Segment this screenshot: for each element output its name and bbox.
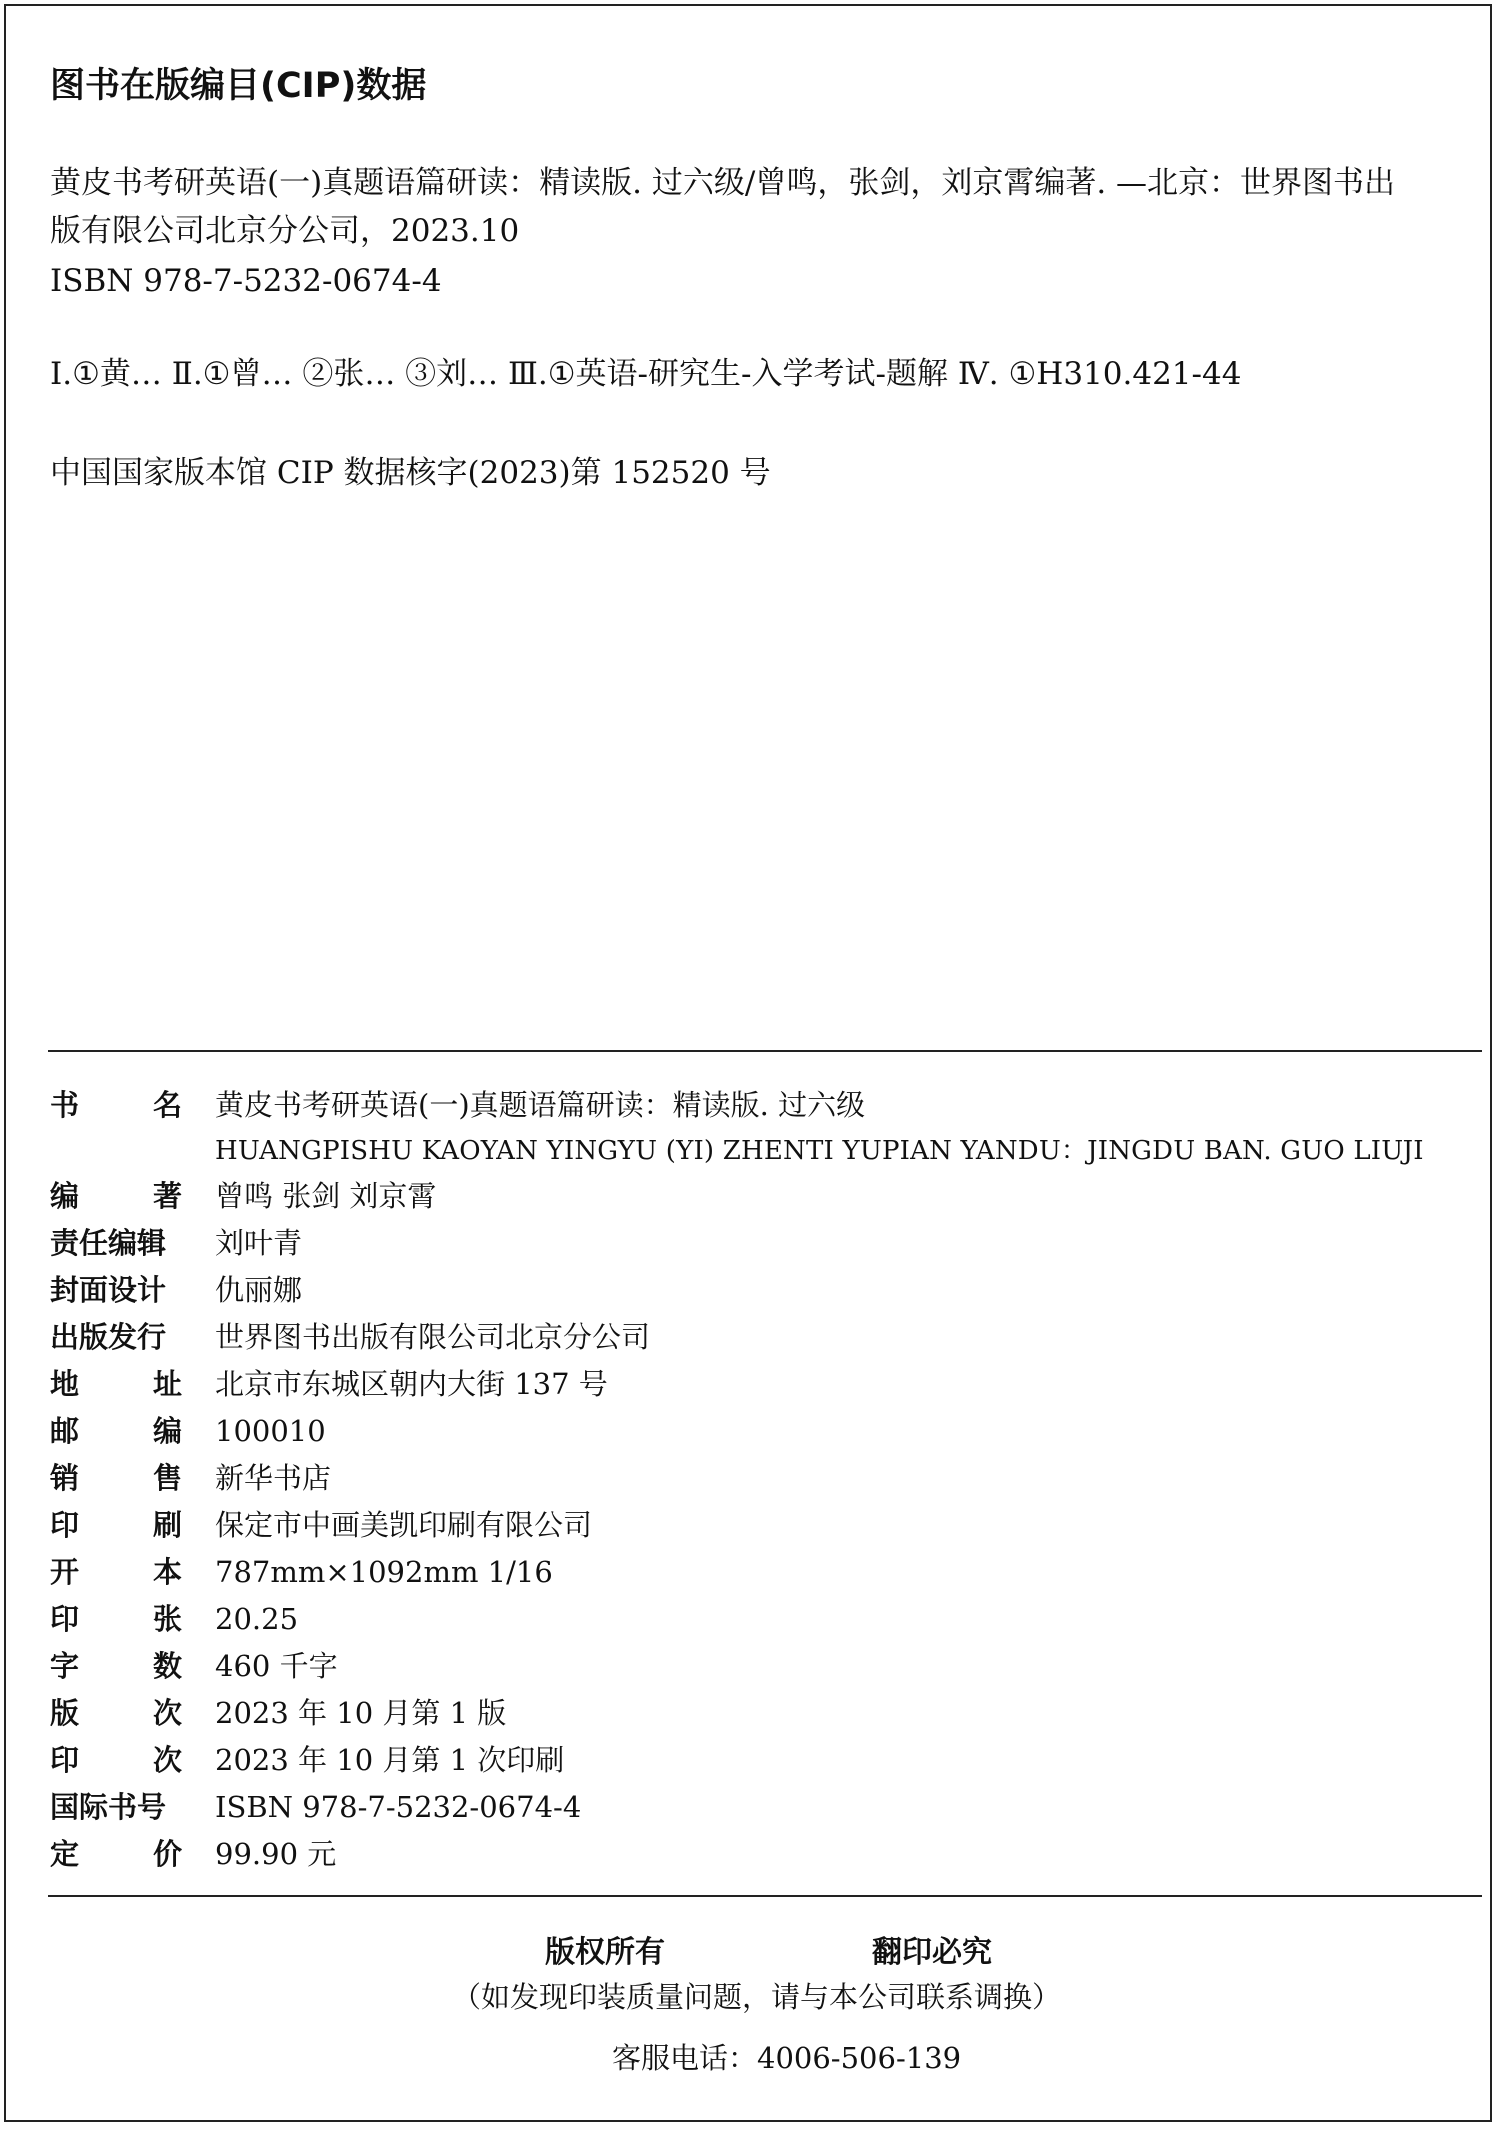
- cip-line-2: 版有限公司北京分公司，2023.10: [50, 213, 520, 249]
- row-printer: [50, 1505, 1470, 1545]
- value-sheets: 20.25: [215, 1602, 299, 1636]
- customer-service-phone: 客服电话：4006-506-139: [612, 2041, 962, 2075]
- cip-title: 图书在版编目(CIP)数据: [50, 66, 427, 106]
- quality-notice: （如发现印装质量问题，请与本公司联系调换）: [452, 1980, 1062, 2014]
- row-author: [50, 1176, 1470, 1216]
- copyright-reserved: 版权所有: [545, 1935, 665, 1970]
- row-sheets: [50, 1599, 1470, 1639]
- label-editor: 责任编辑: [50, 1226, 167, 1260]
- value-author: 曾鸣 张剑 刘京霄: [215, 1179, 437, 1213]
- row-isbn: [50, 1787, 1470, 1827]
- row-words: [50, 1646, 1470, 1686]
- label-sheets: 印 张: [50, 1602, 182, 1636]
- value-publisher: 世界图书出版有限公司北京分公司: [215, 1320, 651, 1354]
- row-address: [50, 1364, 1470, 1404]
- value-editor: 刘叶青: [215, 1226, 303, 1260]
- label-publisher: 出版发行: [50, 1320, 167, 1354]
- value-book-title: 黄皮书考研英语(一)真题语篇研读：精读版. 过六级: [215, 1088, 866, 1122]
- piracy-prohibited: 翻印必究: [872, 1935, 992, 1970]
- value-postcode: 100010: [215, 1414, 326, 1448]
- label-address: 地 址: [50, 1367, 182, 1401]
- label-edition: 版 次: [50, 1696, 182, 1730]
- label-printing: 印 次: [50, 1743, 182, 1777]
- divider-top: [48, 1050, 1482, 1052]
- divider-bottom: [48, 1895, 1482, 1897]
- label-cover-design: 封面设计: [50, 1273, 167, 1307]
- value-address: 北京市东城区朝内大街 137 号: [215, 1367, 608, 1401]
- cip-isbn: ISBN 978-7-5232-0674-4: [50, 263, 442, 299]
- value-isbn: ISBN 978-7-5232-0674-4: [215, 1790, 582, 1824]
- row-cover-design: [50, 1270, 1470, 1310]
- value-printer: 保定市中画美凯印刷有限公司: [215, 1508, 593, 1542]
- label-isbn: 国际书号: [50, 1790, 167, 1824]
- book-title-pinyin: HUANGPISHU KAOYAN YINGYU (YI) ZHENTI YUPIAN YANDU：JINGDU BAN. GUO LIUJI: [215, 1136, 1424, 1166]
- label-sales: 销 售: [50, 1461, 182, 1495]
- value-price: 99.90 元: [215, 1837, 337, 1871]
- label-price: 定 价: [50, 1837, 182, 1871]
- cip-classification: Ⅰ.①黄… Ⅱ.①曾… ②张… ③刘… Ⅲ.①英语-研究生-入学考试-题解 Ⅳ. ①H310.421-44: [50, 356, 1242, 392]
- row-book-title: [50, 1085, 1470, 1125]
- row-publisher: [50, 1317, 1470, 1357]
- value-cover-design: 仇丽娜: [215, 1273, 303, 1307]
- row-sales: [50, 1458, 1470, 1498]
- label-words: 字 数: [50, 1649, 182, 1683]
- row-printing: [50, 1740, 1470, 1780]
- label-author: 编 著: [50, 1179, 182, 1213]
- value-sales: 新华书店: [215, 1461, 332, 1495]
- row-format: [50, 1552, 1470, 1592]
- value-words: 460 千字: [215, 1649, 338, 1683]
- value-printing: 2023 年 10 月第 1 次印刷: [215, 1743, 565, 1777]
- label-postcode: 邮 编: [50, 1414, 182, 1448]
- label-printer: 印 刷: [50, 1508, 182, 1542]
- row-edition: [50, 1693, 1470, 1733]
- label-format: 开 本: [50, 1555, 182, 1589]
- value-edition: 2023 年 10 月第 1 版: [215, 1696, 507, 1730]
- cip-line-1: 黄皮书考研英语(一)真题语篇研读：精读版. 过六级/曾鸣，张剑，刘京霄编著. —北京：世界图书出: [50, 165, 1396, 201]
- row-postcode: [50, 1411, 1470, 1451]
- value-format: 787mm×1092mm 1/16: [215, 1555, 553, 1589]
- cip-approval-number: 中国国家版本馆 CIP 数据核字(2023)第 152520 号: [50, 455, 771, 491]
- label-book-title: 书 名: [50, 1088, 182, 1122]
- row-editor: [50, 1223, 1470, 1263]
- row-price: [50, 1834, 1470, 1874]
